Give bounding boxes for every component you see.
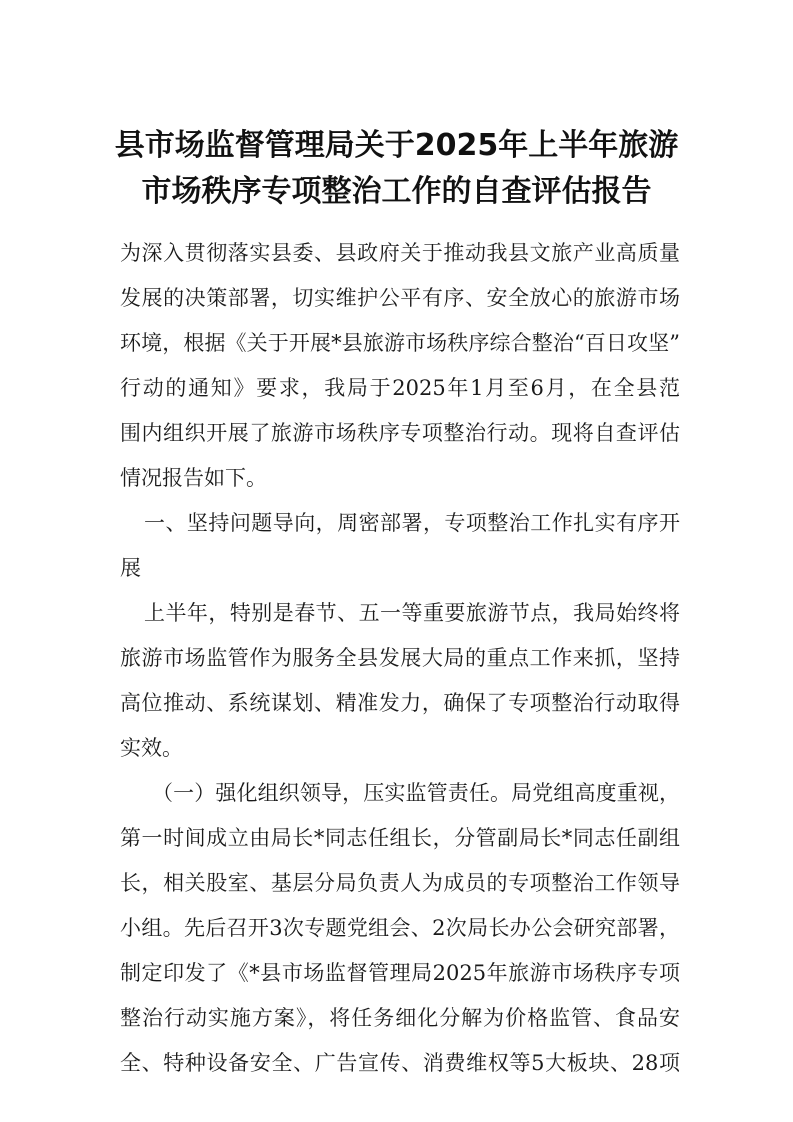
subsection-line: （一）强化组织领导，压实监管责任。局党组高度重视， xyxy=(152,781,680,805)
body-line: 旅游市场监管作为服务全县发展大局的重点工作来抓，坚持 xyxy=(120,646,680,670)
body-line: 行动的通知》要求，我局于2025年1月至6月，在全县范 xyxy=(120,376,680,400)
body-line: 环境，根据《关于开展*县旅游市场秩序综合整治“百日攻坚” xyxy=(120,331,680,355)
document-title-line-1: 县市场监督管理局关于2025年上半年旅游 xyxy=(114,128,679,163)
section-heading-line: 一、坚持问题导向，周密部署，专项整治工作扎实有序开 xyxy=(144,511,680,535)
body-line: 高位推动、系统谋划、精准发力，确保了专项整治行动取得 xyxy=(120,691,680,715)
body-line: 小组。先后召开3次专题党组会、2次局长办公会研究部署， xyxy=(120,916,680,940)
body-line: 围内组织开展了旅游市场秩序专项整治行动。现将自查评估 xyxy=(120,421,680,445)
body-line: 发展的决策部署，切实维护公平有序、安全放心的旅游市场 xyxy=(120,286,680,310)
body-line: 为深入贯彻落实县委、县政府关于推动我县文旅产业高质量 xyxy=(120,241,680,265)
body-line: 整治行动实施方案》，将任务细化分解为价格监管、食品安 xyxy=(120,1006,680,1030)
document-title-line-2: 市场秩序专项整治工作的自查评估报告 xyxy=(141,174,652,209)
document-body xyxy=(120,240,680,1095)
body-line: 实效。 xyxy=(120,736,183,760)
section-heading-line: 展 xyxy=(120,556,141,580)
body-line: 制定印发了《*县市场监督管理局2025年旅游市场秩序专项 xyxy=(120,961,680,985)
body-line: 上半年，特别是春节、五一等重要旅游节点，我局始终将 xyxy=(144,601,680,625)
body-line: 全、特种设备安全、广告宣传、消费维权等5大板块、28项 xyxy=(120,1051,680,1075)
body-line: 情况报告如下。 xyxy=(120,466,267,490)
body-line: 第一时间成立由局长*同志任组长，分管副局长*同志任副组 xyxy=(120,826,680,850)
body-line: 长，相关股室、基层分局负责人为成员的专项整治工作领导 xyxy=(120,871,680,895)
